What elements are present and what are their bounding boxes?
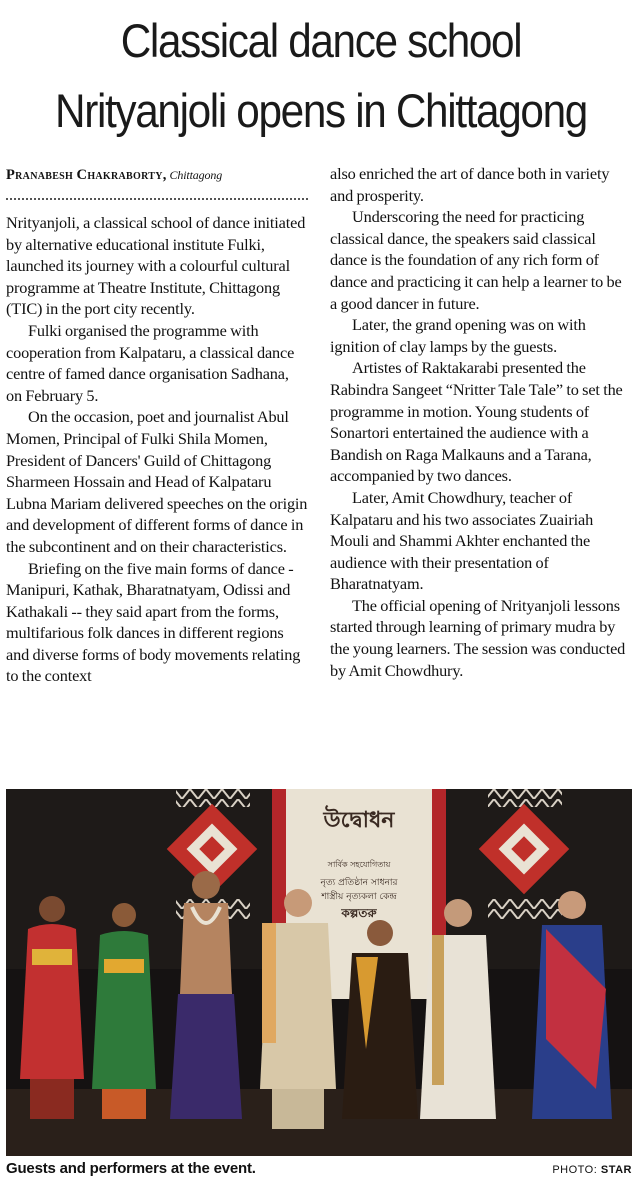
figure-7	[532, 891, 612, 1119]
byline-divider	[6, 188, 308, 200]
paragraph: Later, Amit Chowdhury, teacher of Kalpataru and his two associates Zuairiah Mouli and Shammi Akhter enchanted the audience with their presentation of Bharatnatyam.	[330, 487, 594, 594]
paragraph: The official opening of Nrityanjoli lessons started through learning of primary mudra by the young learners. The session was conducted by Amit Chowdhury.	[330, 595, 626, 680]
photo-credit-source: STAR	[600, 1164, 632, 1176]
byline	[6, 163, 308, 188]
byline-place: Chittagong	[169, 168, 223, 182]
photo-caption-row	[6, 1160, 632, 1184]
paragraph: also enriched the art of dance both in variety and prosperity.	[330, 164, 610, 205]
banner-line-1: সার্বিক সহযোগিতায়	[327, 860, 391, 869]
banner-line-2: নৃত্য প্রতিষ্ঠান সাধনার	[320, 878, 398, 888]
paragraph: Briefing on the five main forms of dance - Manipuri, Kathak, Bharatnatyam, Odissi and Kathakali -- they said apart from the forms, multifarious folk dances in different regions and diverse forms of body movements relating to the context	[6, 558, 301, 686]
byline-author: Pranabesh Chakraborty,	[6, 167, 167, 183]
figure-2	[92, 903, 156, 1119]
photo-caption: Guests and performers at the event.	[6, 1160, 256, 1177]
photo-credit	[552, 1164, 632, 1176]
article-column-left	[6, 163, 308, 687]
headline-line-1: Classical dance school	[120, 14, 522, 67]
paragraph: On the occasion, poet and journalist Abul Momen, Principal of Fulki Shila Momen, President of Dancers' Guild of Chittagong Sharmeen Hossain and Head of Kalpataru Lubna Mariam delivered speeches on the origin and development of different forms of dance in the subcontinent and on their characteristics.	[6, 407, 308, 556]
banner-title: উদ্বোধন	[323, 808, 395, 833]
headline	[32, 6, 610, 146]
paragraph: Later, the grand opening was on with ignition of clay lamps by the guests.	[330, 315, 586, 356]
article-column-right	[330, 163, 632, 681]
event-photo	[6, 789, 632, 1156]
photo-credit-label: PHOTO:	[552, 1164, 601, 1176]
paragraph: Artistes of Raktakarabi presented the Rabindra Sangeet “Nritter Tale Tale” to set the programme in motion. Young students of Sonartori entertained the audience with a Bandish on Raga Malkauns and a Tarana, accompanied by two dances.	[330, 358, 623, 486]
paragraph: Underscoring the need for practicing classical dance, the speakers said classical dance is the foundation of any rich form of dance and practicing it can help a learner to be a good dancer in future.	[330, 207, 622, 313]
headline-line-2: Nrityanjoli opens in Chittagong	[55, 84, 587, 137]
paragraph: Nrityanjoli, a classical school of dance initiated by alternative educational institute Fulki, launched its journey with a colourful cultural programme at Theatre Institute, Chittagong (TIC) in the port city recently.	[6, 213, 306, 319]
banner-line-4: কল্পতরু	[341, 906, 377, 920]
banner-line-3: শাস্ত্রীয় নৃত্যকলা কেন্দ্র	[321, 892, 397, 902]
paragraph: Fulki organised the programme with cooperation from Kalpataru, a classical dance centre of famed dance organisation Sadhana, on February 5.	[6, 320, 295, 405]
